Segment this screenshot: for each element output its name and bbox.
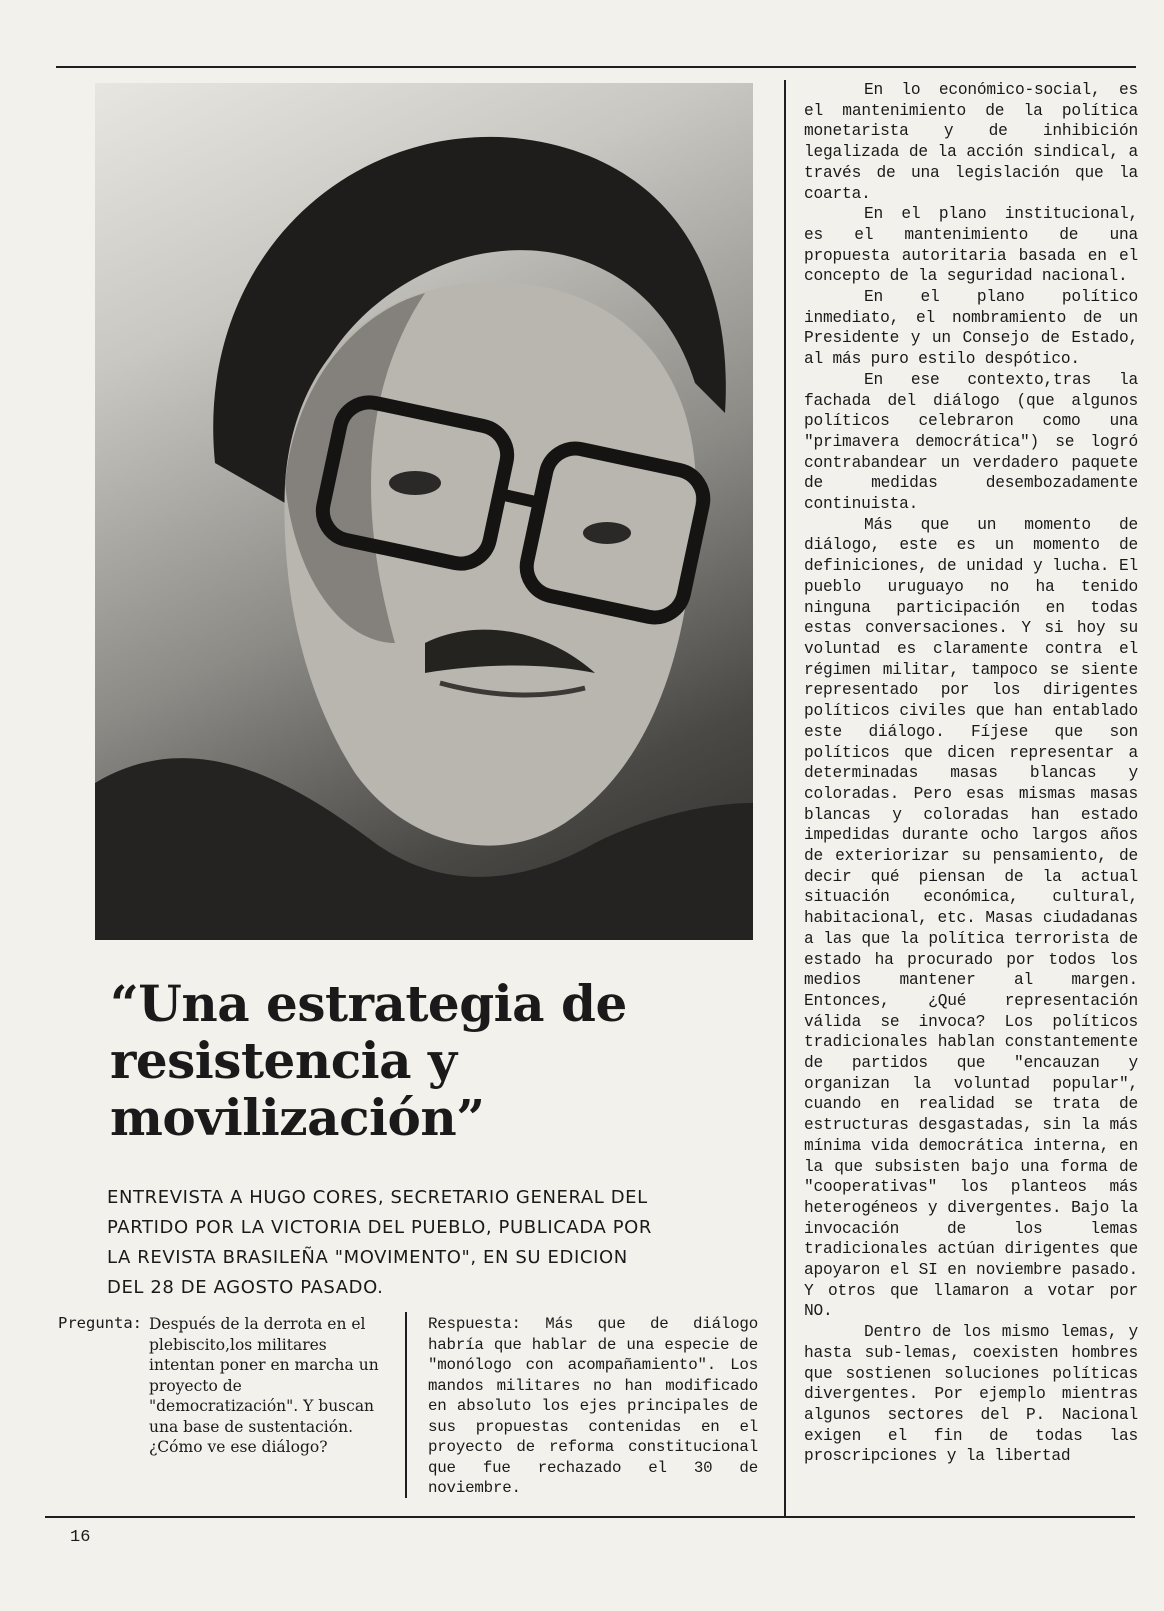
subtitle-line-2: PARTIDO POR LA VICTORIA DEL PUEBLO, PUBLICADA POR [107,1217,653,1238]
right-column-article [804,80,1138,1467]
title-line-3: movilización” [110,1088,485,1147]
title-line-2: resistencia y [110,1031,457,1090]
paragraph-political: En el plano político inmediato, el nombramiento de un Presidente y un Consejo de Estado, al más puro estilo despótico. [804,288,1138,369]
question-text: Después de la derrota en el plebiscito,los militares intentan poner en marcha un proyecto de "democratización". Y buscan una base de sustentación. ¿Cómo ve ese diálogo? [149,1315,379,1456]
title-line-1: “Una estrategia de [110,974,627,1033]
page-number: 16 [70,1528,91,1547]
paragraph-institutional: En el plano institucional, es el mantenimiento de una propuesta autoritaria basada en el concepto de la seguridad nacional. [804,205,1138,286]
portrait-illustration [95,83,753,940]
article-title [110,975,730,1146]
top-rule [56,66,1136,68]
paragraph-lemas: Dentro de los mismo lemas, y hasta sub-lemas, coexisten hombres que sostienen soluciones políticas divergentes. Por ejemplo mientras algunos sectores del P. Nacional exigen el fin de todas las proscripciones y la libertad [804,1323,1138,1466]
question-label: Pregunta: [58,1314,142,1332]
paragraph-definitions: Más que un momento de diálogo, este es un momento de definiciones, de unidad y lucha. El pueblo uruguayo no ha tenido ninguna participación en todas estas conversaciones. Y si hoy su voluntad es claramente contra el régimen militar, tampoco se siente representado por los dirigentes políticos civiles que han entablado este diálogo. Fíjese que son políticos que dicen representar a determinadas masas blancas y coloradas. Pero esas mismas masas blancas y coloradas han estado impedidas durante ocho largos años de exteriorizar su pensamiento, de decir qué piensan de la actual situación económica, cultural, habitacional, etc. Masas ciudadanas a las que la política terrorista de estado ha procurado por todos los medios mantener al margen. Entonces, ¿Qué representación válida se invoca? Los políticos tradicionales hablan constantemente de partidos que "encauzan y organizan la voluntad popular", cuando en realidad se trata de estructuras desgastadas, sin la más mínima vida democrática interna, en la que subsisten bajo una forma de "cooperativas" los planteos más heterogéneos y divergentes. Bajo la invocación de los lemas tradicionales actúan dirigentes que apoyaron el SI en noviembre pasado. Y otros que llamaron a votar por NO. [804,515,1138,1321]
paragraph-context: En ese contexto,tras la fachada del diálogo (que algunos políticos celebraron como una "primavera democrática") se logró contrabandear un verdadero paquete de medidas desembozadamente continuista. [804,370,1138,514]
column-divider [784,80,786,1516]
bottom-rule [45,1516,1135,1518]
qa-divider [405,1312,407,1498]
paragraph-economic: En lo económico-social, es el mantenimiento de la política monetarista y de inhibición legalizada de la acción sindical, a través de una legislación que la coarta. [804,81,1138,203]
portrait-photo [95,83,753,940]
article-subtitle [107,1183,727,1303]
answer-text: Respuesta: Más que de diálogo habría que hablar de una especie de "monólogo con acompañamiento". Los mandos militares no han modificado en absoluto los ejes principales de sus propuestas contenidas en el proyecto de reforma constitucional que fue rechazado el 30 de noviembre. [428,1315,758,1497]
subtitle-line-1: ENTREVISTA A HUGO CORES, SECRETARIO GENERAL DEL [107,1187,648,1208]
subtitle-line-4: DEL 28 DE AGOSTO PASADO. [107,1277,384,1298]
subtitle-line-3: LA REVISTA BRASILEÑA "MOVIMENTO", EN SU EDICION [107,1247,628,1268]
